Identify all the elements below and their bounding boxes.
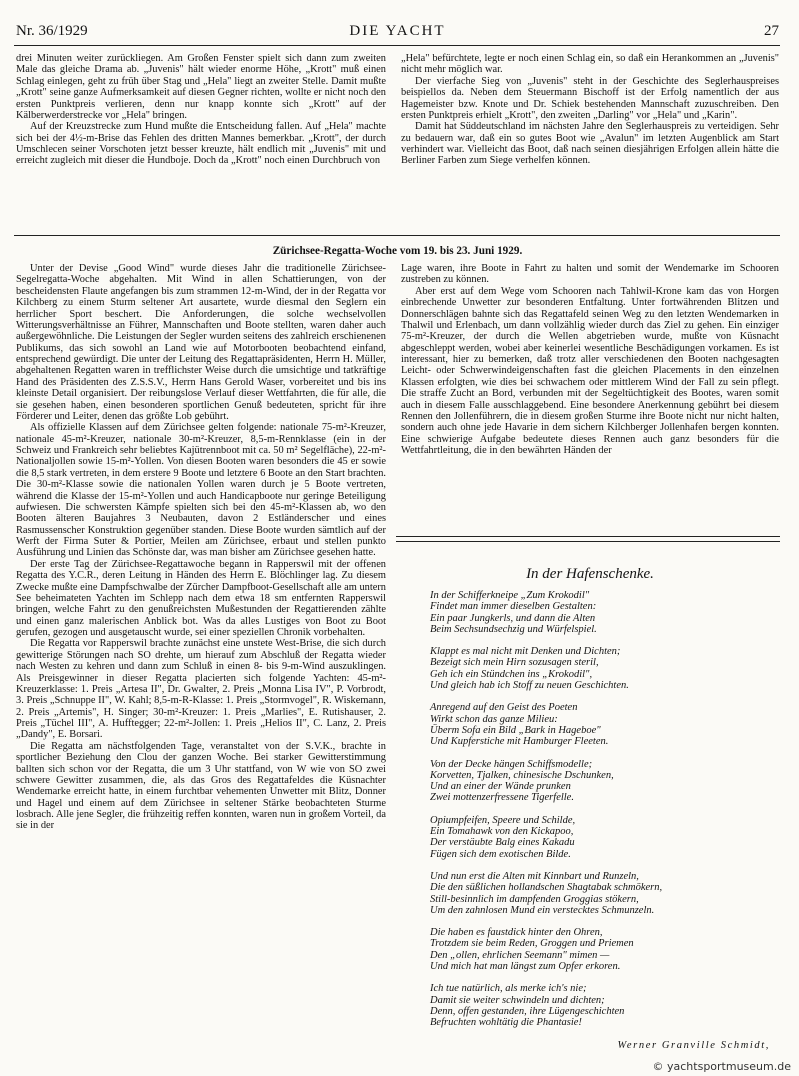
paragraph: Lage waren, ihre Boote in Fahrt zu halten und somit der Wendemarke im Schooren zustreben zu können. <box>401 263 779 286</box>
page-header <box>16 22 779 42</box>
page-number: 27 <box>764 23 779 39</box>
paragraph: drei Minuten weiter zurückliegen. Am Großen Fenster spielt sich dann zum zweiten Male das gleiche Drama ab. „Juvenis" hält wieder enorme Höhe, „Krott" muß einen Schlag einlegen, geht zu früh über Stag und „Hela" liegt an zweiter Stelle. Damit mußte „Krott" seine ganze Aufmerksamkeit auf diesen Gegner richten, wollte er nicht noch den ersten Punktpreis verlieren, denn nur knapp konnte sich „Krott" auf der Kälberwerderstrecke vor „Hela" bringen. <box>16 53 386 121</box>
paragraph: Die Regatta vor Rapperswil brachte zunächst eine unstete West-Brise, die sich durch gewitterige Störungen nach SO drehte, um hierauf zum Abschluß der Regatta wieder nach Westen zu kehren und dann zum Schluß in einen 8- bis 9-m-Wind auszuklingen. Als Preisgewinner in dieser Regatta placierten sich folgende Yachten: 45-m²-Kreuzerklasse: 1. Preis „Artesa II", Dr. Gwalter, 2. Preis „Monna Lisa IV", P. Vorbrodt, 3. Preis „Schnuppe II", W. Kahl; 8,5-m-R-Klasse: 1. Preis „Stormvogel", R. Wiskemann, 2. Preis „Artemis", H. Singer; 30-m²-Kreuzer: 1. Preis „Marlies", E. Rutishauser, 2. Preis „Tüchel III", A. Hufftegger; 22-m²-Jollen: 1. Preis „Helios II", C. Lanz, 2. Preis „Dandy", E. Borsari. <box>16 638 386 741</box>
poem-line: Ein paar Jungkerls, und dann die Alten <box>430 612 596 624</box>
double-rule-divider <box>396 536 780 542</box>
issue-number: Nr. 36/1929 <box>16 23 88 39</box>
poem-line: Und an einer der Wände prunken <box>430 781 571 793</box>
poem-line: Um den zahnlosen Mund ein verstecktes Schmunzeln. <box>430 904 655 916</box>
paragraph: Damit hat Süddeutschland im nächsten Jahre den Seglerhauspreis zu verteidigen. Sehr zu bedauern war, daß ein so gutes Boot wie „Avalun" im letzten Augenblick am Start verhindert war. Vielleicht das Boot, daß nach seinen diesjährigen Erfolgen allein hätte die Berliner Farben zum Siege verhelfen können. <box>401 121 779 167</box>
poem-stanza <box>430 590 778 635</box>
poem-line: Bezeigt sich mein Hirn sozusagen steril, <box>430 657 599 669</box>
poem <box>402 564 778 1051</box>
poem-stanza <box>430 702 778 747</box>
poem-line: Befruchten wohltätig die Phantasie! <box>430 1017 582 1029</box>
watermark: © yachtsportmuseum.de <box>652 1060 791 1073</box>
poem-line: Überm Sofa ein Bild „Bark in Hageboe" <box>430 724 601 736</box>
poem-stanza <box>430 871 778 916</box>
poem-stanza <box>430 646 778 691</box>
poem-line: Ein Tomahawk von den Kickapoo, <box>430 826 574 838</box>
poem-line: Wirkt schon das ganze Milieu: <box>430 713 558 725</box>
poem-stanza <box>430 983 778 1028</box>
poem-line: Zwei mottenzerfressene Tigerfelle. <box>430 792 574 804</box>
poem-line: Findet man immer dieselben Gestalten: <box>430 601 597 613</box>
paragraph: Der erste Tag der Zürichsee-Regattawoche begann in Rapperswil mit der offenen Regatta des Y.C.R., deren Leitung in Händen des Herrn E. Blöchlinger lag. Zu diesem Zwecke mußte eine Dampfschwalbe der Zürcher Dampfboot-Gesellschaft alle am untern See beheimateten Yachten im Schlepp nach dem etwa 18 sm entfernten Rapperswil bringen, welche Fahrt zu den genußreichsten Mußestunden der Regattierenden zählte und einen ganz malerischen Anblick bot. Was da alles Lustiges von Boot zu Boot gerufen, gezogen und ausgetauscht wurde, sei einer speziellen Chronik vorbehalten. <box>16 558 386 638</box>
poem-stanza <box>430 815 778 860</box>
poem-line: In der Schifferkneipe „Zum Krokodil" <box>430 590 590 601</box>
poem-line: Damit sie weiter schwindeln und dichten; <box>430 994 605 1006</box>
poem-stanzas <box>402 590 778 1029</box>
poem-line: Opiumpfeifen, Speere und Schilde, <box>430 814 576 826</box>
top-left-column <box>16 53 386 167</box>
poem-line: Fügen sich dem exotischen Bilde. <box>430 848 571 860</box>
top-right-column <box>401 53 779 167</box>
poem-line: Still-besinnlich im dampfenden Groggias stökern, <box>430 893 639 905</box>
poem-line: Und Kupferstiche mit Hamburger Fleeten. <box>430 736 609 748</box>
poem-line: Von der Decke hängen Schiffsmodelle; <box>430 758 593 770</box>
paragraph: Unter der Devise „Good Wind" wurde dieses Jahr die traditionelle Zürichsee-Segelregatta-Woche abgehalten. Mit Wind in allen Schattierungen, von der bescheidensten Flaute angefangen bis zum strammen 12-m-Wind, der in der Regatta vor Kilchberg zu einem Sturm seltener Art ausartete, wurde diesmal den Seglern ein herrlicher Sport beschert. Die Anforderungen, die solche wechselvollen Witterungsverhältnisse an Führer, Mannschaften und Boote stellten, waren daher auch außergewöhnliche. Die Leistungen der Segler wurden seitens des zahlreich erschienenen Publikums, das sich sowohl an Land wie auf Motorbooten beobachtend einfand, entsprechend gewürdigt. Die unter der Leitung des Regattapräsidenten, Herrn H. Müller, abgehaltenen Regatten waren in trefflichster Weise durch die umsichtige und tatkräftige Hand des Präsidenten des Z.S.S.V., Herrn Hans Gerold Waser, vorbereitet und bis ins kleinste Detail organisiert. Der reibungslose Verlauf dieser Wettfahrten, die für alle, die sie gesehen haben, einen besonderen sportlichen Genuß bedeuteten, spricht für ihre Förderer und Leiter, denen das größte Lob gebührt. <box>16 263 386 422</box>
poem-line: Beim Sechsundsechzig und Würfelspiel. <box>430 623 597 635</box>
poem-line: Klappt es mal nicht mit Denken und Dichten; <box>430 646 621 658</box>
section-rule <box>14 235 780 236</box>
article-left-column <box>16 263 386 832</box>
poem-line: Und gleich hab ich Stoff zu neuen Geschichten. <box>430 680 629 692</box>
poem-line: Anregend auf den Geist des Poeten <box>430 702 578 714</box>
poem-line: Und mich hat man längst zum Opfer erkoren. <box>430 961 621 973</box>
poem-line: Geh ich ein Stündchen ins „Krokodil", <box>430 668 593 680</box>
poem-line: Der verstäubte Balg eines Kakadu <box>430 837 575 849</box>
article-right-column <box>401 263 779 456</box>
poem-title: In der Hafenschenke. <box>526 566 654 582</box>
paragraph: Die Regatta am nächstfolgenden Tage, veranstaltet von der S.V.K., brachte in sportlicher Beziehung den Clou der ganzen Woche. Bei starker Gewitterstimmung ballten sich schon vor der Regatta, die um 3 Uhr stattfand, von W wie von SO zwei schwere Gewitter zusammen, die, als das Gros des Regattafeldes die Küsnachter Wendemarke erreicht hatte, in einem furchtbar vehementen Unwetter mit Blitz, Donner und Hagel und einem auf dem Zürichsee in seltener Stärke beobachteten Sturme losbrach. Alle jene Segler, die frühzeitig reffen konnten, waren nun in großem Vorteil, da sie in der <box>16 740 386 832</box>
poem-author: Werner Granville Schmidt, <box>617 1039 770 1051</box>
paragraph: Als offizielle Klassen auf dem Zürichsee gelten folgende: nationale 75-m²-Kreuzer, nationale 45-m²-Kreuzer, nationale 30-m²-Kreuzer, 8,5-m-Rennklasse (ein in der Schweiz und Frankreich sehr beliebtes Kajütrennboot mit ca. 50 m² Segelfläche), 22-m²-Nationaljollen sowie 15-m²-Yollen. Von diesen Booten waren besonders die 45 er sowie die 8,5 stark vertreten, in dem erstere 9 Boote und letztere 6 Boote an den Start brachten. Die 30-m²-Klasse sowie die nationalen Yollen waren durch je 5 Boote vertreten, während die Klasse der 15-m²-Yollen und auch Handicapboote nur geringe Beteiligung aufwiesen. Die schwersten Kämpfe spielten sich bei den 45-m²-Klassen ab, wo den Booten älteren Baujahres 3 Neubauten, davon 2 Estländerscher und eines Rasmussenscher Konstruktion gegenüber standen. Diese Boote wurden sämtlich auf der Werft der Firma Suter & Portier, Meilen am Zürichsee, erbaut und stellen punkto Ausführung und Linien das Schönste dar, was man bisher am Zürichsee gesehen hatte. <box>16 422 386 559</box>
poem-stanza <box>430 927 778 972</box>
poem-stanza <box>430 759 778 804</box>
poem-line: Denn, offen gestanden, ihre Lügengeschichten <box>430 1005 625 1017</box>
poem-line: Korvetten, Tjalken, chinesische Dschunken, <box>430 769 614 781</box>
header-rule <box>14 45 780 46</box>
paragraph: Auf der Kreuzstrecke zum Hund mußte die Entscheidung fallen. Auf „Hela" machte sich bei der 4½-m-Brise das Fehlen des dritten Mannes bemerkbar. „Krott", der durch Umschlecen seiner Vorschoten jetzt besser kreuzte, hält endlich mit „Juvenis" mit und erreicht zugleich mit dieser die Hundboje. Doch da „Krott" noch einen Durchbruch von <box>16 121 386 167</box>
poem-line: Und nun erst die Alten mit Kinnbart und Runzeln, <box>430 870 639 882</box>
poem-line: Die haben es faustdick hinter den Ohren, <box>430 927 603 939</box>
paragraph: Der vierfache Sieg von „Juvenis" steht in der Geschichte des Seglerhauspreises beispiellos da. Neben dem Steuermann Bischoff ist der Erfolg namentlich der aus Hagemeister bzw. Knote und Dr. Schiek bestehenden Mannschaft zuzuschreiben. Den ersten Punktpreis erhielt „Krott", den zweiten „Darling" vor „Hela" und „Karin". <box>401 75 779 121</box>
paragraph: „Hela" befürchtete, legte er noch einen Schlag ein, so daß ein Herankommen an „Juvenis" nicht mehr möglich war. <box>401 53 779 76</box>
poem-line: Die den süßlichen hollandschen Shagtabak schmökern, <box>430 882 663 894</box>
poem-line: Den „ollen, ehrlichen Seemann" mimen — <box>430 949 610 961</box>
paragraph: Aber erst auf dem Wege vom Schooren nach Tahlwil-Krone kam das von Horgen einbrechende Unwetter zur besonderen Entfaltung. Unter fortwährenden Blitzen und Donnerschlägen bahnte sich das Regattafeld seinen Weg zu den letzten Wendemarken in Thalwil und Erlenbach, um dann vollzählig wieder durch das Ziel zu gehen. Ein einziger 75-m²-Kreuzer, der durch die Wellen abgetrieben wurde, mußte von Küsnacht abgeschleppt werden, wobei aber keinerlei wesentliche Beschädigungen vorkamen. Es ist interessant, hier zu bemerken, daß trotz aller verschiedenen den Booten nachgesagten Leicht- oder Schwerwindeigenschaften fast die gleichen Placements in den einzelnen Klassen erfolgten, wie dies bei schwachem oder mittlerem Wind der Fall zu sein pflegt. Die straffe Zucht an Bord, verbunden mit der Segeltüchtigkeit des Bootes, waren somit auch in diesem Falle ausschlaggebend. Eine besondere Anerkennung gebührt bei diesem Rennen den Jollenführern, die in diesem großen Sturme ihre Boote nicht nur nicht halten, sondern auch ohne jede Havarie in dem sichern Kilchberger Jollenhafen bergen konnten. Eine schwierige Aufgabe bedeutete dieses Rennen auch ganz besonders für die Wettfahrtleitung, die in den bewährten Händen der <box>401 285 779 456</box>
journal-title: DIE YACHT <box>349 23 446 39</box>
article-title: Zürichsee-Regatta-Woche vom 19. bis 23. Juni 1929. <box>272 245 523 257</box>
poem-line: Trotzdem sie beim Reden, Groggen und Priemen <box>430 938 634 950</box>
poem-line: Ich tue natürlich, als merke ich's nie; <box>430 983 587 995</box>
